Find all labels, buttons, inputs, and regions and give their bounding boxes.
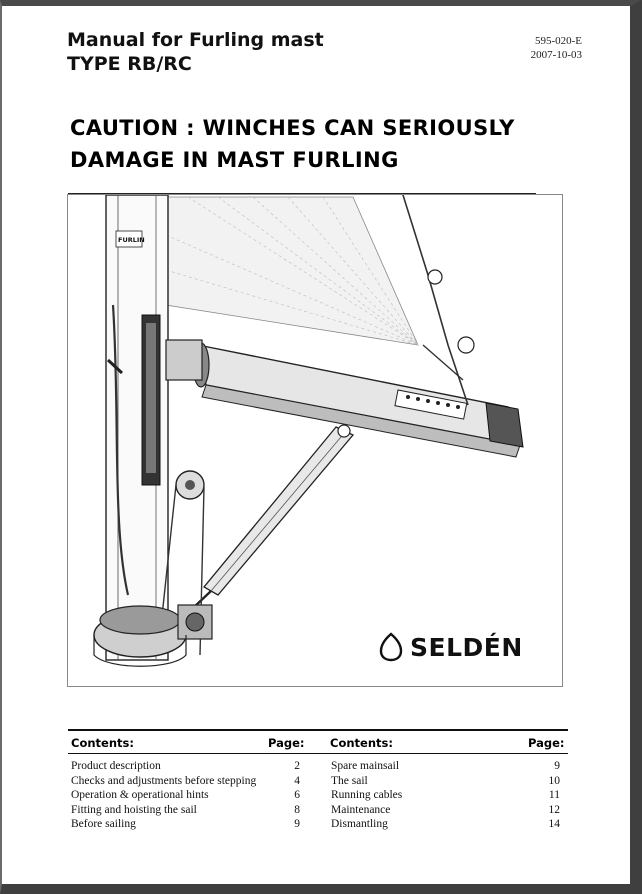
- mainsheet-line: [403, 195, 468, 405]
- manual-title: [67, 28, 324, 76]
- contents-entry[interactable]: Dismantling 14: [331, 818, 560, 830]
- contents-entry[interactable]: Spare mainsail 9: [331, 760, 560, 772]
- title-line-1: Manual for Furling mast: [67, 29, 324, 51]
- contents-entry[interactable]: Product description 2: [71, 760, 300, 772]
- contents-table: [68, 729, 568, 830]
- title-line-2: TYPE RB/RC: [67, 53, 192, 75]
- mast-drawing: [68, 195, 564, 688]
- contents-entry[interactable]: The sail 10: [331, 774, 560, 787]
- caution-line-2: DAMAGE IN MAST FURLING: [70, 148, 399, 172]
- contents-entry[interactable]: Operation & operational hints 6: [71, 789, 300, 801]
- selden-logo: [378, 632, 523, 662]
- vang-strut: [191, 425, 353, 610]
- boom: [193, 343, 523, 457]
- document-info: [531, 34, 582, 62]
- page-heading-left: Page:: [268, 736, 305, 750]
- selden-logo-text: SELDÉN: [410, 632, 523, 662]
- contents-entry[interactable]: Fitting and hoisting the sail 8: [71, 803, 300, 816]
- contents-header: [68, 731, 568, 753]
- contents-heading-right: Contents:: [330, 736, 393, 750]
- sail-shape: [166, 197, 418, 345]
- caution-line-1: CAUTION : WINCHES CAN SERIOUSLY: [70, 116, 515, 140]
- contents-entry[interactable]: Before sailing 9: [71, 818, 300, 830]
- caution-heading: [70, 112, 515, 176]
- gooseneck: [166, 340, 202, 380]
- contents-entry[interactable]: Maintenance 12: [331, 803, 560, 816]
- contents-header-rule: [68, 753, 568, 754]
- furling-mast-illustration: [67, 194, 563, 687]
- contents-entry[interactable]: Checks and adjustments before stepping 4: [71, 774, 300, 787]
- contents-heading-left: Contents:: [71, 736, 134, 750]
- contents-entry[interactable]: Running cables 11: [331, 789, 560, 801]
- contents-right-column: [328, 760, 560, 833]
- mast-sticker-text: FURLIN: [118, 236, 145, 244]
- contents-left-column: [68, 760, 300, 833]
- selden-logo-icon: [378, 632, 404, 662]
- doc-number: 595-020-E: [534, 35, 582, 47]
- page-heading-right: Page:: [528, 736, 565, 750]
- doc-date: 2007-10-03: [530, 49, 582, 61]
